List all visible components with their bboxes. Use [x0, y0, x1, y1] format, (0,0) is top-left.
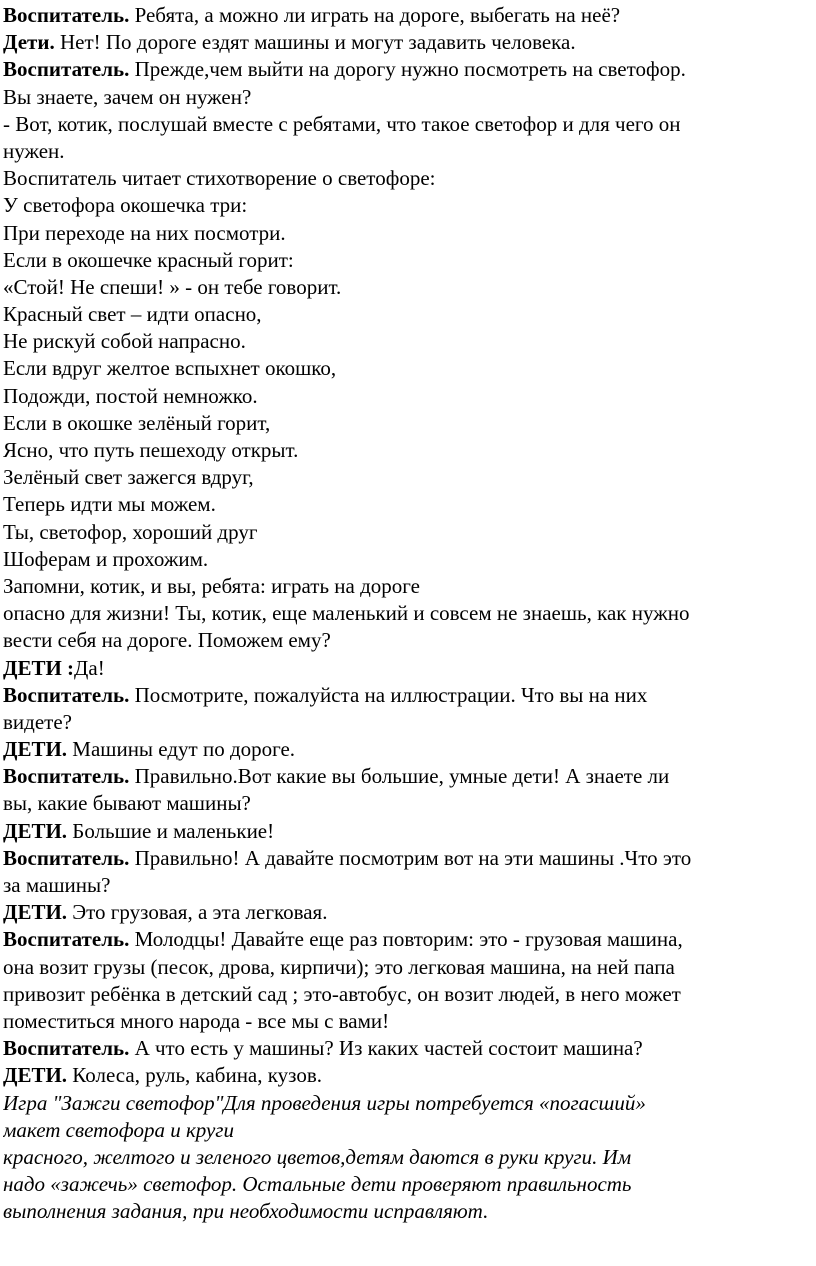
text-line [3, 355, 816, 382]
speaker-label: ДЕТИ. [3, 737, 68, 762]
text-line [3, 926, 816, 953]
line-text: Шоферам и прохожим. [3, 546, 209, 571]
text-line [3, 1171, 816, 1198]
text-line [3, 845, 816, 872]
text-line [3, 29, 816, 56]
line-text: Прежде,чем выйти на дорогу нужно посмотреть на светофор. [129, 57, 686, 82]
text-line [3, 491, 816, 518]
line-text: красного, желтого и зеленого цветов,детям даются в руки круги. Им [3, 1144, 632, 1169]
line-text: Если в окошке зелёный горит, [3, 410, 271, 435]
line-text: Если в окошечке красный горит: [3, 247, 294, 272]
line-text: видете? [3, 709, 72, 734]
line-text: Ясно, что путь пешеходу открыт. [3, 438, 299, 462]
speaker-label: Дети. [3, 30, 55, 55]
speaker-label: ДЕТИ. [3, 1063, 68, 1088]
speaker-label: Воспитатель. [3, 1036, 130, 1061]
line-text: Это грузовая, а эта легковая. [67, 900, 328, 925]
text-line [3, 383, 816, 410]
text-line [3, 600, 816, 627]
text-line [3, 1198, 816, 1225]
text-line [3, 736, 816, 763]
text-line [3, 709, 816, 736]
text-line [3, 954, 816, 981]
speaker-label: Воспитатель. [3, 3, 130, 27]
text-line [3, 192, 816, 219]
text-line [3, 1117, 816, 1144]
text-line [3, 981, 816, 1008]
text-line [3, 274, 816, 301]
line-text: Ты, светофор, хороший друг [3, 519, 258, 544]
line-text: опасно для жизни! Ты, котик, еще маленький и совсем не знаешь, как нужно [3, 601, 690, 626]
line-text: за машины? [3, 873, 111, 897]
line-text: Игра "Зажги светофор"Для проведения игры потребуется «погасший» [3, 1090, 646, 1115]
text-line [3, 301, 816, 328]
line-text: Ребята, а можно ли играть на дороге, выбегать на неё? [129, 3, 621, 27]
line-text: Вы знаете, зачем он нужен? [3, 84, 252, 109]
text-line [3, 56, 816, 83]
text-line [3, 899, 816, 926]
text-line [3, 519, 816, 546]
line-text: выполнения задания, при необходимости исправляют. [3, 1199, 489, 1224]
text-line [3, 1035, 816, 1062]
speaker-label: Воспитатель. [3, 764, 130, 789]
line-text: поместиться много народа - все мы с вами! [3, 1008, 390, 1033]
speaker-label: Воспитатель. [3, 845, 130, 870]
line-text: макет светофора и круги [3, 1117, 234, 1142]
text-line [3, 763, 816, 790]
line-text: Нет! По дороге ездят машины и могут задавить человека. [54, 30, 576, 55]
text-line [3, 328, 816, 355]
text-line [3, 220, 816, 247]
line-text: Красный свет – идти опасно, [3, 302, 262, 327]
line-text: У светофора окошечка три: [3, 193, 248, 218]
text-line [3, 1062, 816, 1089]
line-text: Не рискуй собой напрасно. [3, 329, 246, 354]
line-text: Подожди, постой немножко. [3, 383, 258, 408]
text-line [3, 1008, 816, 1035]
line-text: привозит ребёнка в детский сад ; это-автобус, он возит людей, в него может [3, 981, 681, 1006]
text-line [3, 627, 816, 654]
line-text: «Стой! Не спеши! » - он тебе говорит. [3, 274, 342, 299]
line-text: При переходе на них посмотри. [3, 220, 286, 245]
text-line [3, 111, 816, 138]
text-line [3, 437, 816, 464]
line-text: Большие и маленькие! [67, 818, 275, 843]
text-line [3, 1090, 816, 1117]
text-line [3, 2, 816, 29]
speaker-label: Воспитатель. [3, 927, 130, 952]
text-line [3, 410, 816, 437]
text-line [3, 655, 816, 682]
text-line [3, 165, 816, 192]
text-line [3, 546, 816, 573]
line-text: вы, какие бывают машины? [3, 791, 251, 816]
line-text: Правильно! А давайте посмотрим вот на эти машины .Что это [129, 845, 692, 870]
text-line [3, 138, 816, 165]
text-line [3, 84, 816, 111]
speaker-label: Воспитатель. [3, 682, 130, 707]
text-line [3, 872, 816, 899]
text-line [3, 464, 816, 491]
speaker-label: Воспитатель. [3, 57, 130, 82]
line-text: Посмотрите, пожалуйста на иллюстрации. Что вы на них [129, 682, 648, 707]
line-text: она возит грузы (песок, дрова, кирпичи); это легковая машина, на ней папа [3, 954, 675, 979]
line-text: Да! [74, 655, 105, 680]
line-text: нужен. [3, 138, 65, 163]
speaker-label: ДЕТИ. [3, 900, 68, 925]
line-text: Колеса, руль, кабина, кузов. [67, 1063, 322, 1088]
line-text: - Вот, котик, послушай вместе с ребятами, что такое светофор и для чего он [3, 111, 681, 136]
text-line [3, 682, 816, 709]
line-text: Машины едут по дороге. [67, 737, 296, 762]
line-text: надо «зажечь» светофор. Остальные дети проверяют правильность [3, 1172, 632, 1197]
line-text: Запомни, котик, и вы, ребята: играть на дороге [3, 573, 420, 598]
line-text: А что есть у машины? Из каких частей состоит машина? [129, 1036, 643, 1061]
line-text: Воспитатель читает стихотворение о светофоре: [3, 166, 436, 191]
speaker-label: ДЕТИ : [3, 655, 75, 680]
line-text: Молодцы! Давайте еще раз повторим: это - грузовая машина, [129, 927, 683, 952]
text-line [3, 790, 816, 817]
text-line [3, 247, 816, 274]
speaker-label: ДЕТИ. [3, 818, 68, 843]
text-line [3, 1144, 816, 1171]
text-line [3, 573, 816, 600]
line-text: Зелёный свет зажегся вдруг, [3, 465, 254, 490]
line-text: вести себя на дороге. Поможем ему? [3, 628, 331, 653]
text-line [3, 818, 816, 845]
line-text: Правильно.Вот какие вы большие, умные дети! А знаете ли [129, 764, 670, 789]
line-text: Если вдруг желтое вспыхнет окошко, [3, 356, 337, 381]
line-text: Теперь идти мы можем. [3, 492, 216, 517]
